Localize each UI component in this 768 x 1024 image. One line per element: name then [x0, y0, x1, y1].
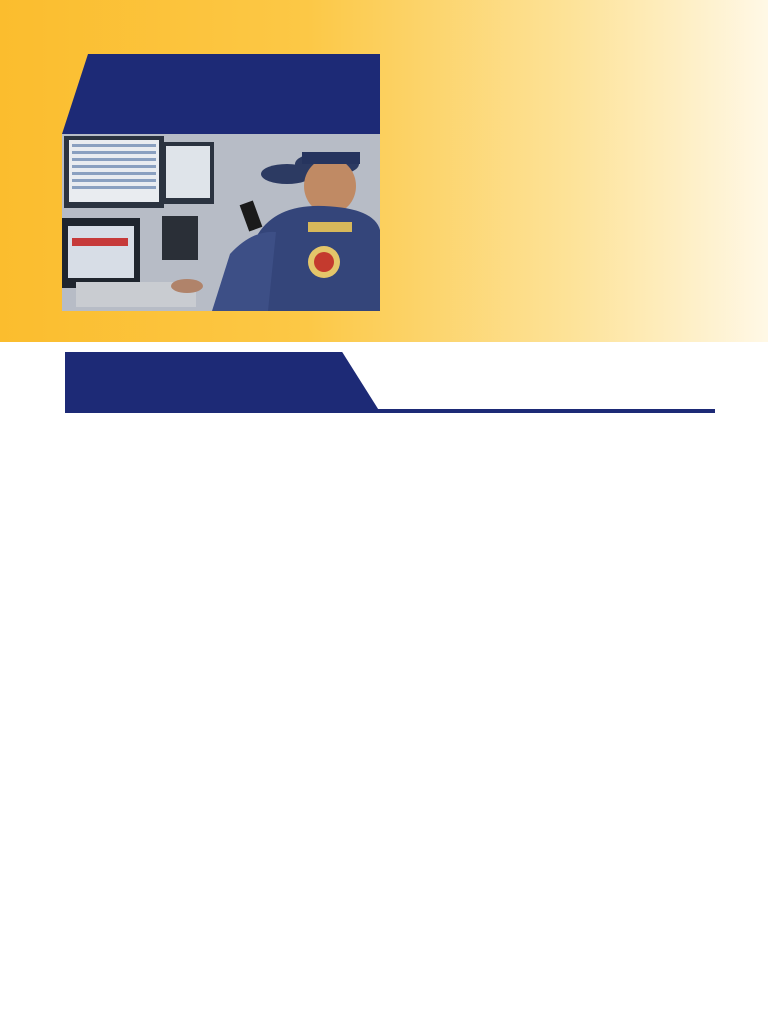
firefighters-radio-photo — [62, 134, 380, 311]
contents-divider — [65, 409, 715, 413]
chapter-header — [0, 0, 768, 342]
contents-heading-box — [65, 352, 380, 412]
photo-illustration — [62, 134, 380, 311]
chapter-label-box — [62, 54, 380, 134]
